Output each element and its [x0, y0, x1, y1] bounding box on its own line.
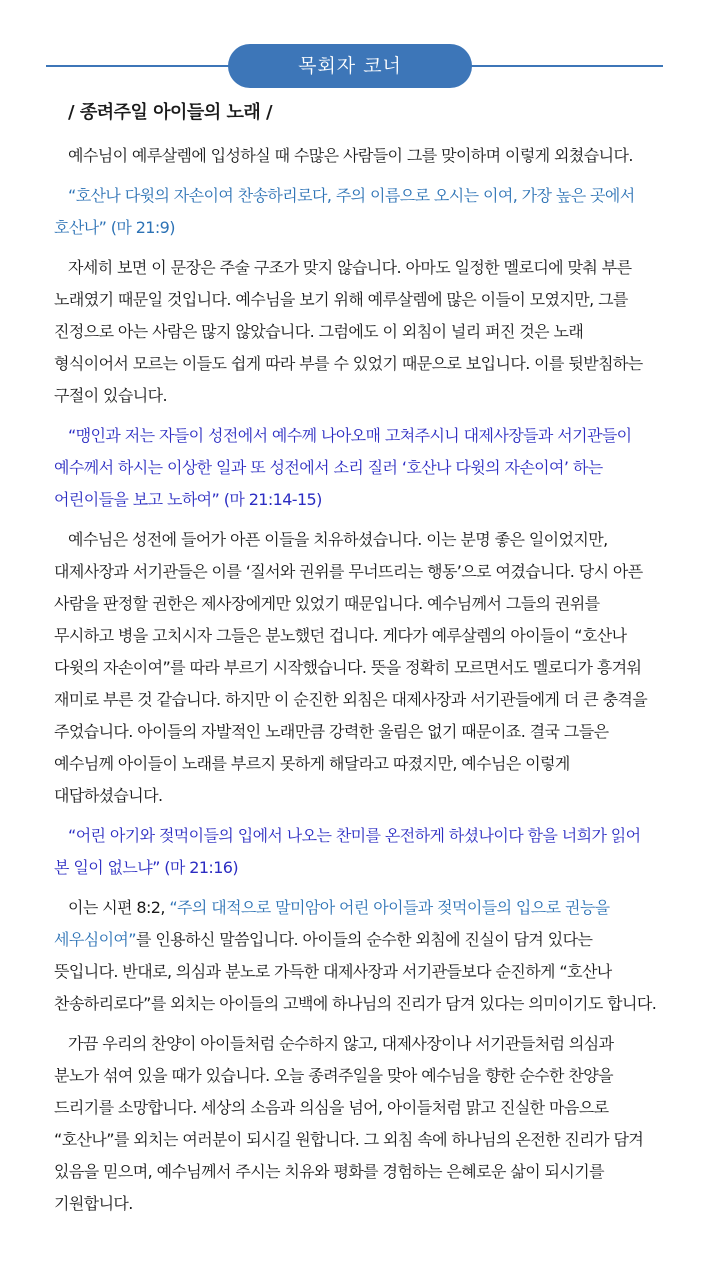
psalm-inline-quote: “주의 대적으로 말미암아 어린 아이들과 젖먹이들의 입으로 권능을 세우심이여” [54, 898, 610, 949]
header-title-badge: 목회자 코너 [228, 44, 472, 88]
article-body [54, 100, 658, 1228]
paragraph-1: 예수님이 예루살렘에 입성하실 때 수많은 사람들이 그를 맞이하며 이렇게 외쳤습니다. [68, 146, 633, 165]
paragraph-5: 가끔 우리의 찬양이 아이들처럼 순수하지 않고, 대제사장이나 서기관들처럼 의심과 분노가 섞여 있을 때가 있습니다. 오늘 종려주일을 맞아 예수님을 향한 순수한 찬양을 드리기를 소망합니다. 세상의 소음과 의심을 넘어, 아이들처럼 맑고 진실한 마음으로 “호산나”를 외치는 여러분이 되시길 원합니다. 그 외침 속에 하나님의 온전한 진리가 담겨 있음을 믿으며, 예수님께서 주시는 치유와 평화를 경험하는 은혜로운 삶이 되시기를 기원합니다. [54, 1034, 644, 1213]
scripture-quote-1: “호산나 다윗의 자손이여 찬송하리로다, 주의 이름으로 오시는 이여, 가장 높은 곳에서 호산나” (마 21:9) [54, 186, 635, 237]
scripture-quote-3: “어린 아기와 젖먹이들의 입에서 나오는 찬미를 온전하게 하셨나이다 함을 너희가 읽어 본 일이 없느냐” (마 21:16) [54, 826, 641, 877]
paragraph-2: 자세히 보면 이 문장은 주술 구조가 맞지 않습니다. 아마도 일정한 멜로디에 맞춰 부른 노래였기 때문일 것입니다. 예수님을 보기 위해 예루살렘에 많은 이들이 모였지만, 그를 진정으로 아는 사람은 많지 않았습니다. 그럼에도 이 외침이 널리 퍼진 것은 노래 형식이어서 모르는 이들도 쉽게 따라 부를 수 있었기 때문으로 보입니다. 이를 뒷받침하는 구절이 있습니다. [54, 258, 643, 405]
paragraph-3: 예수님은 성전에 들어가 아픈 이들을 치유하셨습니다. 이는 분명 좋은 일이었지만, 대제사장과 서기관들은 이를 ‘질서와 권위를 무너뜨리는 행동’으로 여겼습니다. 당시 아픈 사람을 판정할 권한은 제사장에게만 있었기 때문입니다. 예수님께서 그들의 권위를 무시하고 병을 고치시자 그들은 분노했던 겁니다. 게다가 예루살렘의 아이들이 “호산나 다윗의 자손이여”를 따라 부르기 시작했습니다. 뜻을 정확히 모르면서도 멜로디가 흥겨워 재미로 부른 것 같습니다. 하지만 이 순진한 외침은 대제사장과 서기관들에게 더 큰 충격을 주었습니다. 아이들의 자발적인 노래만큼 강력한 울림은 없기 때문이죠. 결국 그들은 예수님께 아이들이 노래를 부르지 못하게 해달라고 따졌지만, 예수님은 이렇게 대답하셨습니다. [54, 530, 648, 805]
paragraph-4-intro: 이는 시편 8:2, [68, 898, 170, 917]
section-header [0, 44, 709, 88]
scripture-quote-2: “맹인과 저는 자들이 성전에서 예수께 나아오매 고쳐주시니 대제사장들과 서기관들이 예수께서 하시는 이상한 일과 또 성전에서 소리 질러 ‘호산나 다윗의 자손이여’ 하는 어린이들을 보고 노하여” (마 21:14-15) [54, 426, 632, 509]
article-title: / 종려주일 아이들의 노래 / [68, 102, 273, 123]
paragraph-4-rest: 를 인용하신 말씀입니다. 아이들의 순수한 외침에 진실이 담겨 있다는 뜻입니다. 반대로, 의심과 분노로 가득한 대제사장과 서기관들보다 순진하게 “호산나 찬송하리로다”를 외치는 아이들의 고백에 하나님의 진리가 담겨 있다는 의미이기도 합니다. [54, 930, 657, 1013]
paragraph-4 [54, 892, 658, 1020]
